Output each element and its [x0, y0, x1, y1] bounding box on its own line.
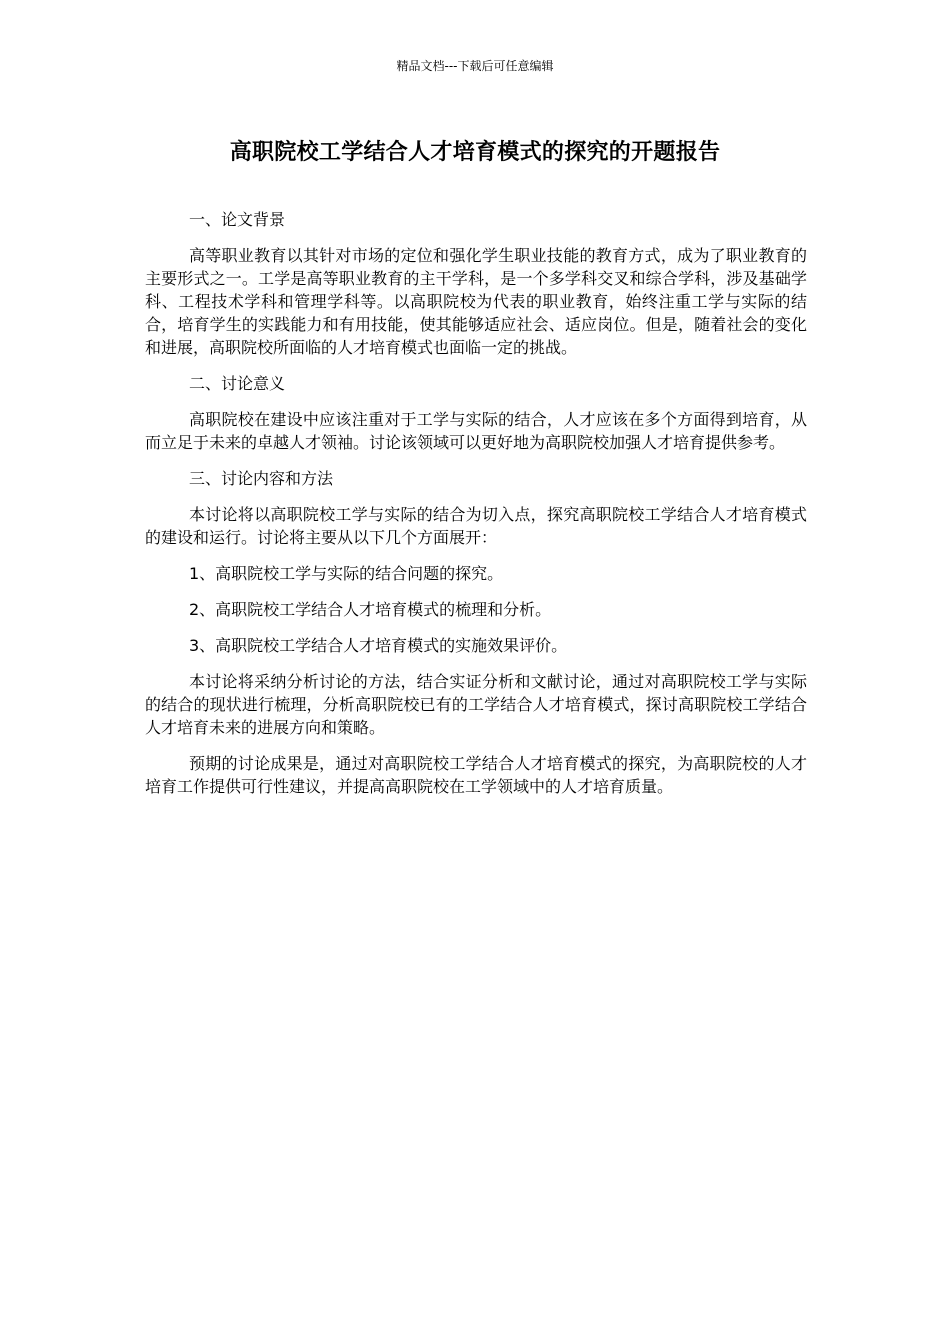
list-item: 1、高职院校工学与实际的结合问题的探究。	[189, 564, 504, 583]
paragraph-expected-results: 预期的讨论成果是，通过对高职院校工学结合人才培育模式的探究，为高职院校的人才培育工作提供可行性建议，并提高高职院校在工学领域中的人才培育质量。	[145, 754, 807, 796]
list-item: 3、高职院校工学结合人才培育模式的实施效果评价。	[189, 636, 568, 655]
paragraph-content-intro: 本讨论将以高职院校工学与实际的结合为切入点，探究高职院校工学结合人才培育模式的建设和运行。讨论将主要从以下几个方面展开：	[145, 505, 807, 547]
paragraph-significance: 高职院校在建设中应该注重对于工学与实际的结合，人才应该在多个方面得到培育，从而立足于未来的卓越人才领袖。讨论该领域可以更好地为高职院校加强人才培育提供参考。	[145, 410, 807, 452]
paragraph-background: 高等职业教育以其针对市场的定位和强化学生职业技能的教育方式，成为了职业教育的主要形式之一。工学是高等职业教育的主干学科，是一个多学科交叉和综合学科，涉及基础学科、工程技术学科和管理学科等。以高职院校为代表的职业教育，始终注重工学与实际的结合，培育学生的实践能力和有用技能，使其能够适应社会、适应岗位。但是，随着社会的变化和进展，高职院校所面临的人才培育模式也面临一定的挑战。	[145, 246, 807, 357]
section-heading-significance: 二、讨论意义	[189, 374, 286, 393]
paragraph-method: 本讨论将采纳分析讨论的方法，结合实证分析和文献讨论，通过对高职院校工学与实际的结合的现状进行梳理，分析高职院校已有的工学结合人才培育模式，探讨高职院校工学结合人才培育未来的进展方向和策略。	[145, 672, 807, 737]
list-item: 2、高职院校工学结合人才培育模式的梳理和分析。	[189, 600, 552, 619]
document-body	[145, 208, 807, 811]
document-title: 高职院校工学结合人才培育模式的探究的开题报告	[229, 140, 721, 165]
page-header: 精品文档---下载后可任意编辑	[396, 59, 554, 73]
section-heading-background: 一、论文背景	[189, 210, 286, 229]
section-heading-content-method: 三、讨论内容和方法	[189, 469, 334, 488]
